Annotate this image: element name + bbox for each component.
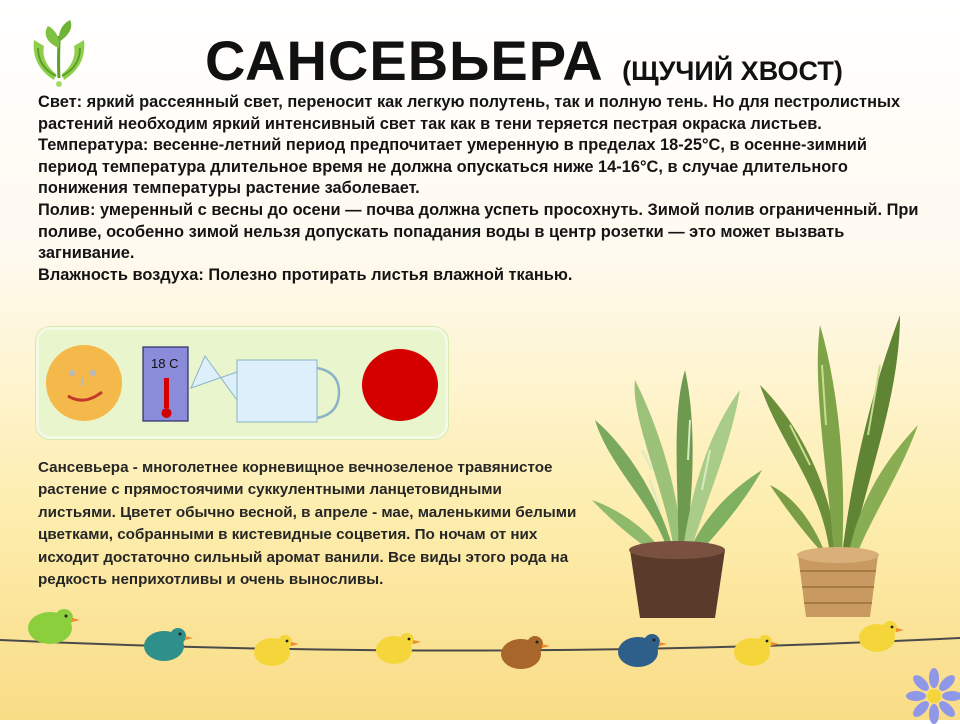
yellow-bird-icon bbox=[250, 630, 300, 670]
page-title bbox=[205, 28, 843, 93]
care-humidity: Влажность воздуха: Полезно протирать листья влажной тканью. bbox=[38, 265, 573, 284]
title-subtitle: (ЩУЧИЙ ХВОСТ) bbox=[622, 56, 843, 86]
daisy-flower-icon bbox=[906, 668, 960, 724]
care-instructions bbox=[38, 92, 928, 286]
sun-smiley-icon bbox=[46, 345, 122, 421]
yellow-bird-icon bbox=[372, 628, 422, 668]
plant-description: Сансевьера - многолетнее корневищное вечнозеленое травянистое растение с прямостоячими суккулентными ланцетовидными листьями. Цветет обычно весной, в апреле - мае, маленькими белыми цветками, собранными в кистевидные соцветия. По ночам от них исходит достаточно сильный аромат ванили. Все виды этого рода на редкость неприхотливы и очень выносливы. bbox=[38, 459, 577, 589]
care-temperature: Температура: весенне-летний период предпочитает умеренную в пределах 18-25°С, в осенне-зимний период температура длительное время не должна опускаться ниже 14-16°С, в случае длительного понижения температуры растение заболевает. bbox=[38, 136, 867, 198]
teal-bird-icon bbox=[138, 622, 194, 666]
humidity-drop-icon bbox=[362, 349, 438, 421]
care-watering: Полив: умеренный с весны до осени — почва должна успеть просохнуть. Зимой полив ограниченный. При поливе, особенно зимой нельзя допускать попадания воды в центр розетки — это может вызвать загнивание. bbox=[38, 200, 919, 263]
title-main: САНСЕВЬЕРА bbox=[205, 29, 604, 92]
sansevieria-tall-plant-image bbox=[760, 305, 920, 625]
care-light: Свет: яркий рассеянный свет, переносит как легкую полутень, так и полную тень. Но для пестролистных растений необходим яркий интенсивный свет так как в тени теряется пестрая окраска листьев. bbox=[38, 93, 901, 133]
green-bird-icon bbox=[20, 604, 80, 648]
yellow-bird-icon bbox=[855, 616, 905, 656]
care-icons-panel bbox=[36, 327, 448, 439]
yellow-bird-icon bbox=[730, 630, 780, 670]
blue-bird-icon bbox=[612, 628, 668, 672]
brown-bird-icon bbox=[495, 630, 551, 674]
thermometer-label: 18 С bbox=[151, 356, 179, 371]
sprout-hands-logo-icon bbox=[28, 18, 90, 90]
thermometer-icon bbox=[143, 347, 188, 421]
sansevieria-plant-image bbox=[590, 360, 765, 622]
watering-can-icon bbox=[191, 356, 339, 422]
